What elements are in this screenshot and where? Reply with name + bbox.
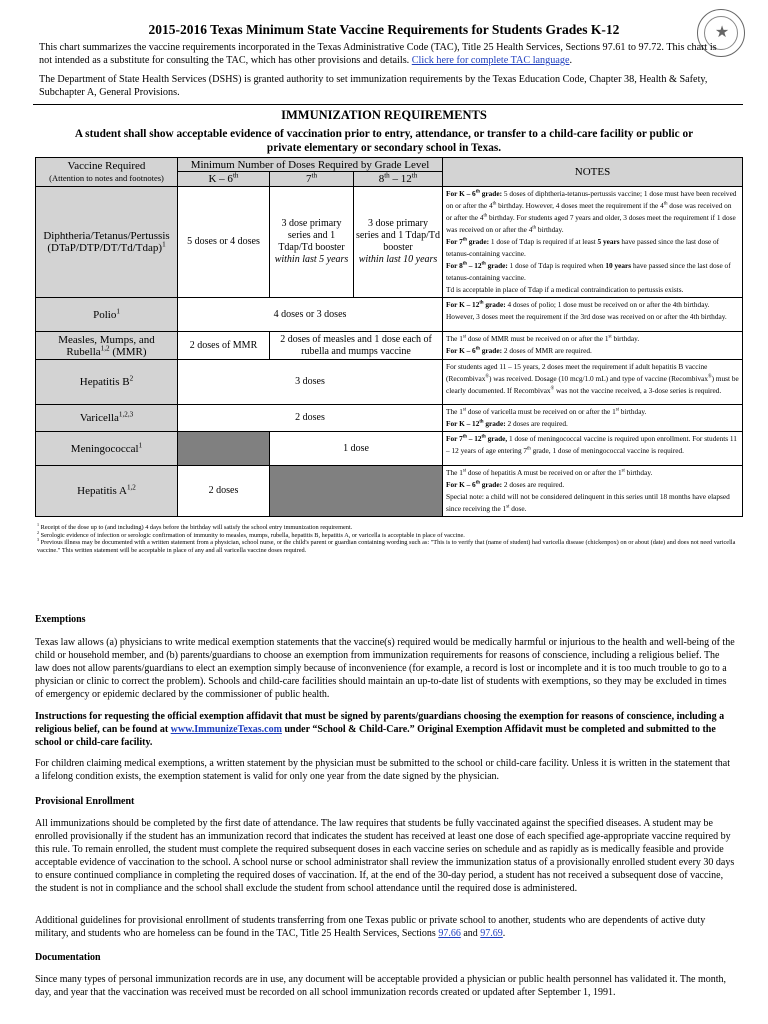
dtap-7: 3 dose primary series and 1 Tdap/Td booster within last 5 years — [270, 187, 354, 298]
tac-97-66-link[interactable]: 97.66 — [438, 928, 461, 939]
tac-97-69-link[interactable]: 97.69 — [480, 928, 503, 939]
header-8-12: 8th – 12th — [354, 172, 443, 187]
mmr-7-12: 2 doses of measles and 1 dose each of rubella and mumps vaccine — [270, 332, 443, 360]
varicella-doses: 2 doses — [178, 405, 443, 432]
intro-paragraph: This chart summarizes the vaccine requirements incorporated in the Texas Administrative Code (TAC), Title 25 Health Services, Sections 97.61 to 97.72. This chart is not intended as a substitute for consulting the TAC, which has other provisions and details. Click here for complete TAC language. — [39, 42, 717, 66]
table-row — [36, 187, 743, 298]
varicella-notes: The 1st dose of varicella must be received on or after the 1st birthday. For K – 12th grade: 2 doses are required. — [443, 405, 743, 432]
header-vaccine-required: Vaccine Required (Attention to notes and footnotes) — [36, 158, 178, 187]
immunization-heading: IMMUNIZATION REQUIREMENTS — [281, 108, 487, 122]
table-row — [36, 432, 743, 466]
dtap-k6: 5 doses or 4 doses — [178, 187, 270, 298]
mening-doses: 1 dose — [270, 432, 443, 466]
hepa-notes: The 1st dose of hepatitis A must be received on or after the 1st birthday. For K – 6th grade: 2 doses are required. Special note: a child will not be considered delinquent in this series until 18 months have elapsed since receiving the 1st dose. — [443, 466, 743, 517]
page-title: 2015-2016 Texas Minimum State Vaccine Requirements for Students Grades K-12 — [148, 22, 620, 37]
dtap-notes: For K – 6th grade: 5 doses of diphtheria-tetanus-pertussis vaccine; 1 dose must have been received on or after the 4th birthday. However, 4 doses meet the requirement if the 4th dose was received on or after the 4th birthday. For students aged 7 years and older, 3 doses meet the requirement if 1 dose was received on or after the 4th birthday. For 7th grade: 1 dose of Tdap is required if at least 5 years have passed since the last dose of tetanus-containing vaccine. For 8th – 12th grade: 1 dose of Tdap is required when 10 years have passed since the last dose of tetanus-containing vaccine. Td is acceptable in place of Tdap if a medical contraindication to pertussis exists. — [443, 187, 743, 298]
tac-language-link[interactable]: Click here for complete TAC language — [411, 55, 570, 66]
dtap-8-12: 3 dose primary series and 1 Tdap/Td booster within last 10 years — [354, 187, 443, 298]
exemptions-paragraph-1: Texas law allows (a) physicians to write medical exemption statements that the vaccine(s) required would be medically harmful or injurious to the health and well-being of the child or household member, and (b) parents/guardians to choose an exemption from immunization requirements for reasons of conscience, including a religious belief. The law does not allow parents/guardians to elect an exemption simply because of inconvenience (for example, a record is lost or incomplete and it is too much trouble to go to a physician or clinic to correct the problem). Schools and child-care facilities should maintain an up-to-date list of students with exemptions, so they may be excluded in times of emergency or epidemic declared by the commissioner of public health. — [35, 637, 735, 700]
documentation-paragraph: Since many types of personal immunization records are in use, any document will be acceptable provided a physician or public health personnel has validated it. The month, day, and year that the vaccination was received must be recorded on all school immunization records created or updated after September 1, 1991. — [35, 974, 727, 998]
exemptions-heading: Exemptions — [35, 614, 86, 625]
vaccine-mmr: Measles, Mumps, and Rubella$^{1,2}$ (MMR) — [36, 332, 178, 360]
hepb-doses: 3 doses — [178, 360, 443, 405]
footnotes — [37, 521, 742, 554]
table-row — [36, 466, 743, 517]
exemptions-paragraph-3: For children claiming medical exemptions, a written statement by the physician must be submitted to the school or child-care facility. Unless it is written in the statement that a lifelong condition exists, the exemption statement is valid for only one year from the date signed by the physician. — [35, 758, 731, 782]
hepa-k6: 2 doses — [178, 466, 270, 517]
section-divider — [33, 104, 743, 105]
vaccine-requirements-table — [35, 157, 743, 517]
table-row — [36, 405, 743, 432]
header-7: 7th — [270, 172, 354, 187]
table-row — [36, 298, 743, 332]
header-k6: K – 6th — [178, 172, 270, 187]
immunize-texas-link[interactable]: www.ImmunizeTexas.com — [170, 724, 282, 735]
state-seal-icon: ★ — [697, 9, 745, 57]
vaccine-meningococcal: Meningococcal$^1$ — [36, 432, 178, 466]
table-row — [36, 360, 743, 405]
header-notes: NOTES — [443, 158, 743, 187]
mmr-notes: The 1st dose of MMR must be received on or after the 1st birthday. For K – 6th grade: 2 doses of MMR are required. — [443, 332, 743, 360]
hepa-7-12-not-required — [270, 466, 443, 517]
documentation-heading: Documentation — [35, 952, 101, 963]
footnote-1: $^1$ Receipt of the dose up to (and including) 4 days before the birthday will satisfy the school entry immunization requirement. — [37, 521, 353, 531]
vaccine-hepb: Hepatitis $B^2$ — [36, 360, 178, 405]
hepb-notes: For students aged 11 – 15 years, 2 doses meet the requirement if adult hepatitis B vaccine (Recombivax®) was received. Dosage (10 mcg/1.0 mL) and type of vaccine (Recombivax®) must be clearly documented. If Recombivax® was not the vaccine received, a 3-dose series is required. — [443, 360, 743, 405]
polio-doses: 4 doses or 3 doses — [178, 298, 443, 332]
provisional-paragraph-1: All immunizations should be completed by the first date of attendance. The law requires that students be fully vaccinated against the specified diseases. A student may be enrolled provisionally if the student has an immunization record that indicates the student has received at least one dose of each specified age-appropriate vaccine required by this rule. To remain enrolled, the student must complete the required subsequent doses in each vaccine series on schedule and as rapidly as is medically feasible and provide acceptable evidence of vaccination to the school. A school nurse or school administrator shall review the immunization status of a provisionally enrolled student every 30 days to ensure continued compliance in completing the required doses of vaccination. If, at the end of the 30-day period, a student has not received a subsequent dose of vaccine, the student is not in compliance and the school shall exclude the student from school attendance until the required dose is administered. — [35, 818, 735, 894]
polio-notes: For K – 12th grade: 4 doses of polio; 1 dose must be received on or after the 4th birthday. However, 3 doses meet the requirement if the 3rd dose was received on or after the 4th birthday. — [443, 298, 743, 332]
dshs-paragraph: The Department of State Health Services (DSHS) is granted authority to set immunization requirements by the Texas Education Code, Chapter 38, Health & Safety, Subchapter A, General Provisions. — [39, 74, 708, 98]
footnote-2: $^2$ Serologic evidence of infection or serologic confirmation of immunity to measles, mumps, rubella, hepatitis B, hepatitis A, or varicella is acceptable in place of vaccine. — [37, 529, 465, 539]
provisional-heading: Provisional Enrollment — [35, 796, 135, 807]
exemptions-paragraph-2: Instructions for requesting the official exemption affidavit that must be signed by parents/guardians choosing the exemption for reasons of conscience, including a religious belief, can be found at www.ImmunizeTexas.com under “School & Child-Care.” Original Exemption Affidavit must be completed and submitted to the school or child-care facility. — [35, 711, 725, 748]
mening-notes: For 7th – 12th grade, 1 dose of meningococcal vaccine is required upon enrollment. For students 11 – 12 years of age entering 7th grade, 1 dose of meningococcal vaccine is required. — [443, 432, 743, 466]
provisional-paragraph-2: Additional guidelines for provisional enrollment of students transferring from one Texas public or private school to another, students who are dependents of active duty military, and students who are homeless can be found in the TAC, Title 25 Health Services, Sections 97.66 and 97.69. — [35, 915, 706, 939]
immunization-subheading: A student shall show acceptable evidence of vaccination prior to entry, attendance, or transfer to a child-care facility or public or private elementary or secondary school in Texas. — [74, 128, 694, 154]
mmr-k6: 2 doses of MMR — [178, 332, 270, 360]
intro-text: This chart summarizes the vaccine requirements incorporated in the Texas Administrative Code (TAC), Title 25 Health Services, Sections 97.61 to 97.72. This chart is not intended as a substitute for consulting the TAC, which has other provisions and details. — [39, 42, 717, 66]
vaccine-dtap: Diphtheria/Tetanus/Pertussis (DTaP/DTP/DT/Td/Tdap)$^1$ — [36, 187, 178, 298]
mening-k6-not-required — [178, 432, 270, 466]
vaccine-hepa: Hepatitis A$^{1,2}$ — [36, 466, 178, 517]
header-doses: Minimum Number of Doses Required by Grade Level — [178, 158, 443, 172]
footnote-3: $^3$ Previous illness may be documented with a written statement from a physician, school nurse, or the child's parent or guardian containing wording such as: "This is to verify that (name of student) had varicella disease (chickenpox) on or about (date) and does not need varicella vaccine." This written statement will be acceptable in place of any and all varicella vaccine doses required. — [37, 537, 736, 554]
vaccine-polio: Polio$^1$ — [36, 298, 178, 332]
vaccine-varicella: Varicella$^{1,2,3}$ — [36, 405, 178, 432]
table-row — [36, 332, 743, 360]
